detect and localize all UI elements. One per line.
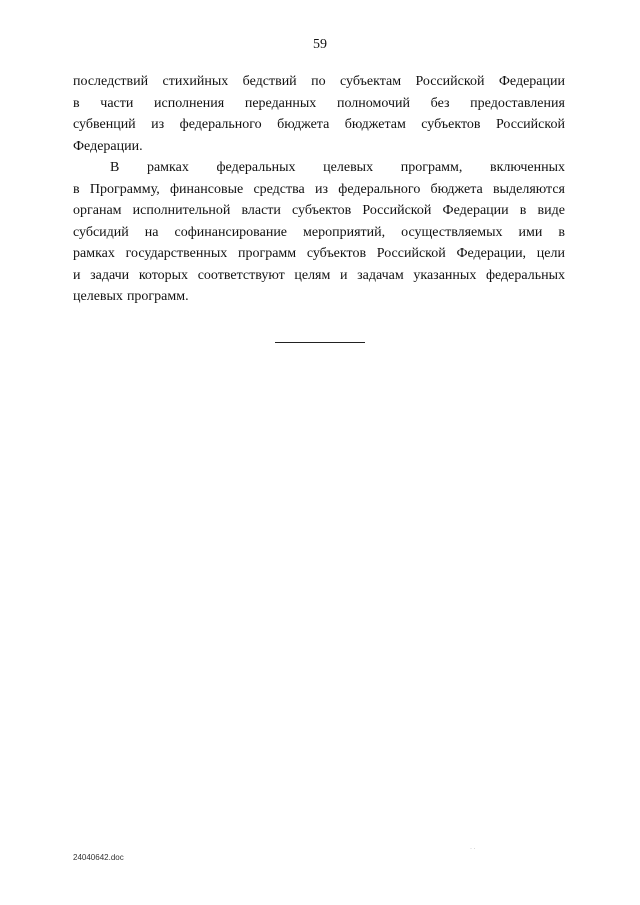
- word: бюджета: [430, 181, 483, 197]
- page-number: 59: [313, 37, 327, 52]
- word: субсидий: [73, 224, 129, 240]
- word: государственных: [125, 246, 228, 261]
- text-line: [73, 243, 565, 265]
- text-line: [73, 265, 565, 287]
- word: выделяются: [492, 181, 565, 197]
- text-line: [73, 136, 565, 158]
- word: рамках: [146, 160, 189, 175]
- text-line: [73, 114, 565, 136]
- paragraph: [73, 157, 565, 308]
- word: части: [100, 95, 134, 111]
- word: виде: [537, 203, 565, 218]
- word: Российской: [362, 203, 432, 218]
- word: органам: [73, 203, 122, 218]
- word: указанных: [413, 267, 477, 283]
- word: Федерации: [442, 203, 509, 218]
- word: осуществляемых: [401, 224, 503, 240]
- word: на: [144, 224, 159, 240]
- word: финансовые: [169, 181, 244, 197]
- text-line: [73, 286, 565, 308]
- word: В: [110, 160, 120, 175]
- word: и: [73, 267, 81, 283]
- word: субвенций: [73, 117, 136, 132]
- document-code: 24040642.doc: [73, 853, 124, 862]
- word: переданных: [244, 95, 317, 111]
- word: и: [339, 267, 348, 283]
- word: Российской: [495, 117, 565, 132]
- word: в: [519, 203, 527, 218]
- word: задачам: [357, 267, 404, 283]
- word: мероприятий,: [303, 224, 386, 240]
- word: задачи: [90, 267, 130, 283]
- word: субъектов: [306, 246, 367, 261]
- word: Российской: [376, 246, 446, 261]
- word: полномочий: [336, 95, 410, 111]
- word: программ: [237, 246, 297, 261]
- word: федеральных: [216, 160, 296, 175]
- word: по: [311, 74, 326, 89]
- word: средства: [253, 181, 305, 197]
- word: ими: [518, 224, 543, 240]
- scan-speck: · ·: [470, 846, 476, 852]
- paragraph: [73, 71, 565, 157]
- word: которых: [138, 267, 189, 283]
- word: федеральных: [485, 267, 565, 283]
- text-line: [73, 157, 565, 179]
- word: федерального: [179, 117, 262, 132]
- word: власти: [241, 203, 281, 218]
- word: из: [315, 181, 329, 197]
- end-of-section-rule: [275, 342, 365, 343]
- word: бюджетам: [344, 117, 406, 132]
- word: софинансирование: [174, 224, 288, 240]
- word: последствий: [73, 74, 149, 89]
- word: без: [430, 95, 450, 111]
- word: целевых: [323, 160, 374, 175]
- word: программ.: [126, 289, 189, 304]
- word: субъектов: [292, 203, 352, 218]
- word: из: [151, 117, 165, 132]
- word: бедствий: [242, 74, 297, 89]
- word: бюджета: [277, 117, 330, 132]
- word: Федерации: [498, 74, 565, 89]
- word: рамках: [73, 246, 115, 261]
- word: стихийных: [162, 74, 229, 89]
- body-text: [73, 71, 565, 308]
- word: включенных: [490, 160, 565, 175]
- word: соответствуют: [197, 267, 285, 283]
- word: цели: [536, 246, 565, 261]
- word: исполнения: [154, 95, 225, 111]
- word: Программу,: [89, 181, 160, 197]
- text-line: [73, 71, 565, 93]
- word: субъектам: [340, 74, 402, 89]
- word: Федерации,: [456, 246, 527, 261]
- word: в: [73, 95, 80, 111]
- word: Российской: [415, 74, 485, 89]
- text-line: [73, 93, 565, 115]
- word: в: [73, 181, 80, 197]
- word: субъектов: [421, 117, 481, 132]
- word: исполнительной: [132, 203, 231, 218]
- word: целям: [294, 267, 331, 283]
- word: целевых: [73, 289, 123, 304]
- text-line: [73, 222, 565, 244]
- word: Федерации.: [73, 138, 143, 154]
- text-line: [73, 179, 565, 201]
- word: федерального: [338, 181, 421, 197]
- text-line: [73, 200, 565, 222]
- word: программ,: [400, 160, 463, 175]
- word: предоставления: [470, 95, 565, 111]
- word: в: [558, 224, 565, 240]
